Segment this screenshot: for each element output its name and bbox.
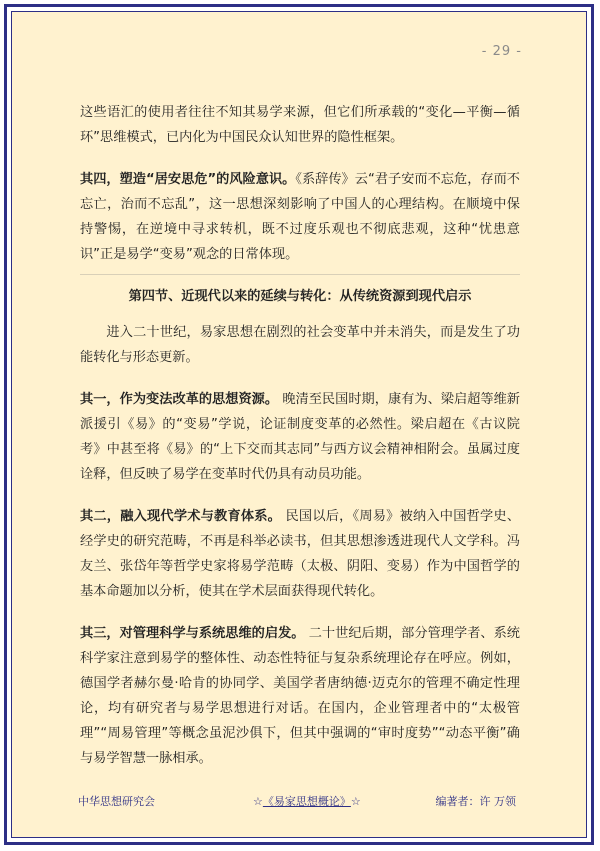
footer-book-title <box>253 793 361 809</box>
section-divider <box>80 274 520 275</box>
section-title: 第四节、近现代以来的延续与转化：从传统资源到现代启示 <box>128 289 472 304</box>
item-3-lead: 其三，对管理科学与系统思维的启发。 <box>80 626 305 641</box>
item-1-lead: 其一，作为变法改革的思想资源。 <box>80 392 279 407</box>
star-icon: ☆ <box>253 795 263 808</box>
section-item-2 <box>80 504 520 604</box>
section-intro: 进入二十世纪，易家思想在剧烈的社会变革中并未消失，而是发生了功能转化与形态更新。 <box>80 325 520 365</box>
paragraph-continuation: 这些语汇的使用者往往不知其易学来源，但它们所承载的“变化—平衡—循环”思维模式，已内化为中国民众认知世界的隐性框架。 <box>80 105 520 145</box>
page-footer <box>78 793 520 813</box>
section-item-3 <box>80 621 520 771</box>
page-content <box>80 100 520 771</box>
footer-organization: 中华思想研究会 <box>78 795 155 808</box>
star-icon: ☆ <box>350 795 361 808</box>
paragraph-point-four <box>80 167 520 267</box>
page-number: - 29 - <box>481 44 522 59</box>
item-3-body: 二十世纪后期，部分管理学者、系统科学家注意到易学的整体性、动态性特征与复杂系统理论存在呼应。例如，德国学者赫尔曼·哈肯的协同学、美国学者唐纳德·迈克尔的管理不确定性理论，均有研究者与易学思想进行对话。在国内，企业管理者中的“太极管理”“周易管理”等概念虽泥沙俱下，但其中强调的“审时度势”“动态平衡”确与易学智慧一脉相承。 <box>80 626 520 766</box>
item-1-body: 晚清至民国时期，康有为、梁启超等维新派援引《易》的“变易”学说，论证制度变革的必然性。梁启超在《古议院考》中甚至将《易》的“上下交而其志同”与西方议会精神相附会。虽属过度诠释，但反映了易学在变革时代仍具有动员功能。 <box>80 392 520 482</box>
footer-author: 编著者：许 万领 <box>435 795 516 808</box>
point-four-body: 《系辞传》云“君子安而不忘危，存而不忘亡，治而不忘乱”，这一思想深刻影响了中国人的心理结构。在顺境中保持警惕，在逆境中寻求转机，既不过度乐观也不彻底悲观，这种“忧患意识”正是易学“变易”观念的日常体现。 <box>80 172 520 262</box>
section-item-1 <box>80 387 520 487</box>
item-2-body: 民国以后，《周易》被纳入中国哲学史、经学史的研究范畴，不再是科举必读书，但其思想渗透进现代人文学科。冯友兰、张岱年等哲学史家将易学范畴（太极、阴阳、变易）作为中国哲学的基本命题加以分析，使其在学术层面获得现代转化。 <box>80 509 520 599</box>
footer-title-text: 《易家思想概论》 <box>262 795 351 808</box>
point-four-lead: 其四，塑造“居安思危”的风险意识。 <box>80 172 296 187</box>
item-2-lead: 其二，融入现代学术与教育体系。 <box>80 509 282 524</box>
